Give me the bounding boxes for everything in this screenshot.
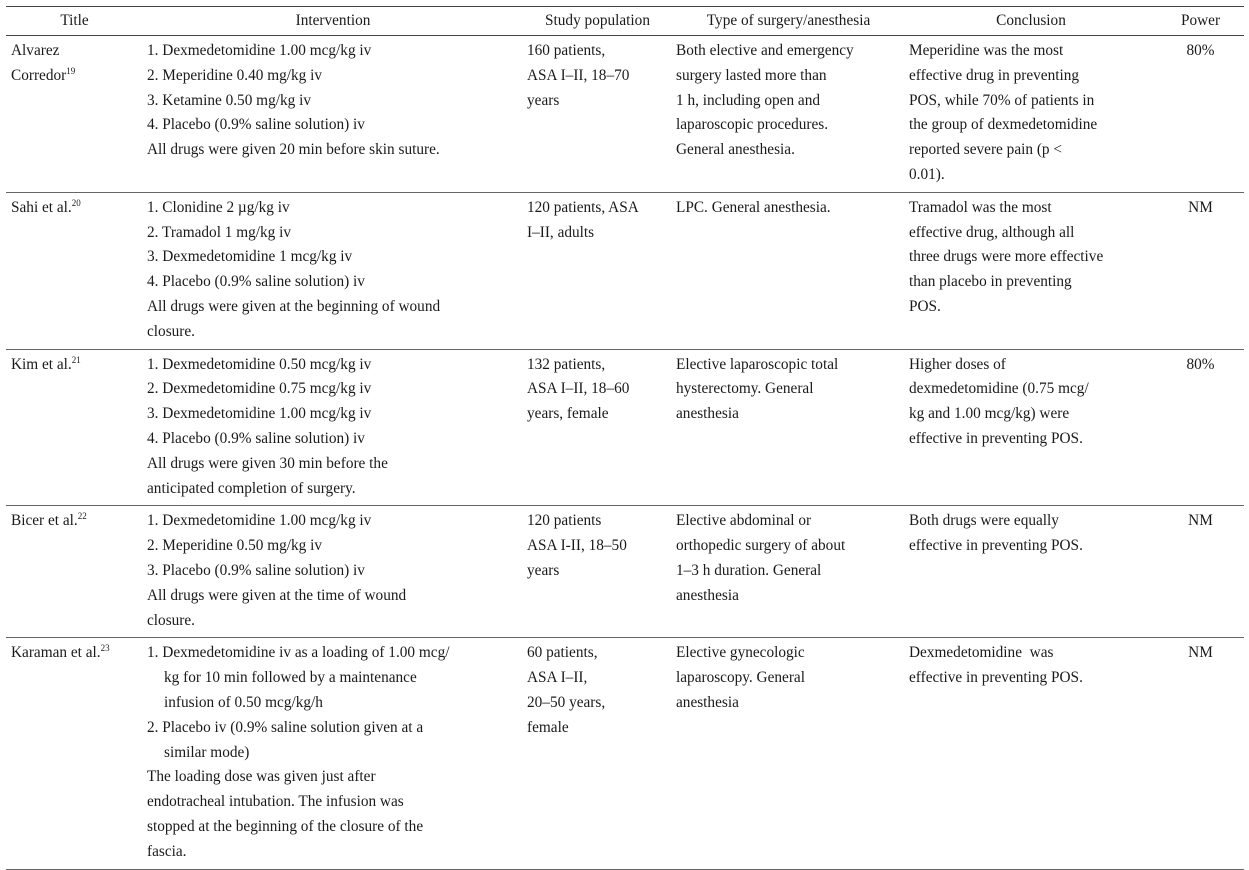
cell-title (6, 349, 143, 506)
title-text: Kim et al. (11, 355, 72, 373)
intervention-line: fascia. (147, 842, 187, 860)
cell-power: 80% (1186, 42, 1215, 59)
title-line (11, 196, 139, 221)
cell-intervention (143, 349, 523, 506)
population-line: 60 patients, (527, 644, 598, 662)
intervention-line: closure. (147, 322, 195, 340)
title-line (11, 64, 139, 89)
cell-study-population (523, 36, 672, 193)
population-line: ASA I–II, 18–60 (527, 380, 630, 398)
intervention-line: All drugs were given 20 min before skin suture. (147, 141, 440, 159)
conclusion-line: effective in preventing POS. (909, 429, 1083, 447)
title-line: Alvarez (11, 42, 60, 59)
title-text: Corredor (11, 66, 67, 84)
intervention-line: 3. Placebo (0.9% saline solution) iv (147, 561, 365, 579)
conclusion-line: dexmedetomidine (0.75 mcg/ (909, 380, 1089, 398)
surgery-line: anesthesia (676, 405, 739, 423)
intervention-line: 2. Dexmedetomidine 0.75 mcg/kg iv (147, 380, 372, 398)
population-line: 160 patients, (527, 42, 606, 59)
reference-number: 22 (77, 511, 87, 522)
title-line (11, 509, 139, 534)
intervention-line: 1. Clonidine 2 µg/kg iv (147, 198, 290, 216)
cell-type-of-surgery (672, 36, 905, 193)
conclusion-line: kg and 1.00 mcg/kg) were (909, 405, 1070, 423)
intervention-line: closure. (147, 611, 195, 629)
table-row (6, 36, 1244, 193)
header-conclusion: Conclusion (996, 12, 1066, 29)
cell-conclusion (905, 349, 1157, 506)
table-row (6, 349, 1244, 506)
cell-power: NM (1188, 198, 1213, 216)
header-intervention: Intervention (295, 12, 371, 29)
surgery-line: Elective abdominal or (676, 512, 812, 530)
cell-intervention (143, 192, 523, 349)
intervention-line: anticipated completion of surgery. (147, 479, 356, 497)
intervention-line: 1. Dexmedetomidine 1.00 mcg/kg iv (147, 512, 372, 530)
intervention-line: The loading dose was given just after (147, 768, 376, 786)
cell-title (6, 36, 143, 193)
cell-conclusion (905, 506, 1157, 638)
intervention-line: 2. Placebo iv (0.9% saline solution given at a (147, 718, 424, 736)
cell-type-of-surgery (672, 506, 905, 638)
conclusion-line: effective in preventing POS. (909, 537, 1083, 555)
intervention-line: endotracheal intubation. The infusion was (147, 793, 404, 811)
intervention-line: 4. Placebo (0.9% saline solution) iv (147, 116, 365, 134)
cell-type-of-surgery (672, 349, 905, 506)
header-type-of-surgery: Type of surgery/anesthesia (706, 12, 871, 29)
header-study-population: Study population (545, 12, 650, 29)
population-line: ASA I–II, (527, 669, 588, 687)
population-line: 132 patients, (527, 355, 606, 373)
surgery-line: anesthesia (676, 693, 739, 711)
cell-power: NM (1188, 512, 1213, 530)
intervention-line: stopped at the beginning of the closure of the (147, 817, 424, 835)
intervention-line: 3. Dexmedetomidine 1.00 mcg/kg iv (147, 405, 372, 423)
intervention-line: similar mode) (164, 743, 250, 761)
conclusion-line: effective drug, although all (909, 223, 1075, 241)
surgery-line: Elective gynecologic (676, 644, 805, 662)
population-line: 20–50 years, (527, 693, 606, 711)
surgery-line: hysterectomy. General (676, 380, 814, 398)
table-row (6, 638, 1244, 869)
surgery-line: orthopedic surgery of about (676, 537, 846, 555)
intervention-line: 3. Ketamine 0.50 mg/kg iv (147, 91, 311, 109)
reference-number: 21 (71, 354, 81, 365)
conclusion-line: POS, while 70% of patients in (909, 91, 1095, 109)
population-line: 120 patients, ASA (527, 198, 639, 216)
studies-table (6, 6, 1244, 870)
population-line: ASA I-II, 18–50 (527, 537, 627, 555)
intervention-line: All drugs were given at the time of wound (147, 586, 407, 604)
intervention-line: 3. Dexmedetomidine 1 mcg/kg iv (147, 248, 353, 266)
header-title: Title (60, 12, 89, 29)
surgery-line: Both elective and emergency (676, 42, 854, 59)
intervention-line: 4. Placebo (0.9% saline solution) iv (147, 429, 365, 447)
conclusion-line: Both drugs were equally (909, 512, 1059, 530)
conclusion-line: than placebo in preventing (909, 273, 1072, 291)
surgery-line: anesthesia (676, 586, 739, 604)
conclusion-line: Meperidine was the most (909, 42, 1064, 59)
conclusion-line: effective drug in preventing (909, 66, 1080, 84)
cell-study-population (523, 506, 672, 638)
cell-conclusion (905, 36, 1157, 193)
surgery-line: surgery lasted more than (676, 66, 827, 84)
reference-number: 20 (71, 197, 81, 208)
title-line (11, 353, 139, 378)
header-power: Power (1180, 12, 1221, 29)
table-header-row (6, 7, 1244, 36)
cell-power: NM (1188, 644, 1213, 662)
surgery-line: laparoscopic procedures. (676, 116, 829, 134)
intervention-line: All drugs were given at the beginning of wound (147, 297, 441, 315)
title-text: Karaman et al. (11, 644, 101, 662)
cell-intervention (143, 36, 523, 193)
conclusion-line: Dexmedetomidine was (909, 644, 1054, 662)
conclusion-line: 0.01). (909, 165, 945, 183)
table-row (6, 192, 1244, 349)
cell-type-of-surgery (672, 638, 905, 869)
conclusion-line: Tramadol was the most (909, 198, 1052, 216)
cell-conclusion (905, 192, 1157, 349)
conclusion-line: Higher doses of (909, 355, 1006, 373)
population-line: years, female (527, 405, 609, 423)
intervention-line: 1. Dexmedetomidine iv as a loading of 1.00 mcg/ (147, 644, 450, 662)
population-line: years (527, 561, 560, 579)
intervention-line: 2. Tramadol 1 mg/kg iv (147, 223, 292, 241)
surgery-line: General anesthesia. (676, 141, 795, 159)
population-line: 120 patients (527, 512, 602, 530)
reference-number: 19 (66, 65, 76, 76)
cell-type-of-surgery (672, 192, 905, 349)
cell-power: 80% (1186, 355, 1215, 373)
conclusion-line: three drugs were more effective (909, 248, 1104, 266)
cell-study-population (523, 638, 672, 869)
surgery-line: 1–3 h duration. General (676, 561, 822, 579)
cell-conclusion (905, 638, 1157, 869)
title-text: Bicer et al. (11, 512, 78, 530)
population-line: ASA I–II, 18–70 (527, 66, 630, 84)
population-line: I–II, adults (527, 223, 595, 241)
intervention-line: 2. Meperidine 0.50 mg/kg iv (147, 537, 323, 555)
surgery-line: LPC. General anesthesia. (676, 198, 831, 216)
table-row (6, 506, 1244, 638)
cell-study-population (523, 349, 672, 506)
cell-intervention (143, 638, 523, 869)
conclusion-line: reported severe pain (p < (909, 141, 1063, 159)
intervention-line: infusion of 0.50 mcg/kg/h (164, 693, 323, 711)
conclusion-line: the group of dexmedetomidine (909, 116, 1098, 134)
cell-title (6, 638, 143, 869)
conclusion-line: effective in preventing POS. (909, 669, 1083, 687)
intervention-line: 4. Placebo (0.9% saline solution) iv (147, 273, 365, 291)
intervention-line: All drugs were given 30 min before the (147, 454, 388, 472)
title-line (11, 641, 139, 666)
population-line: years (527, 91, 560, 109)
cell-intervention (143, 506, 523, 638)
intervention-line: 1. Dexmedetomidine 1.00 mcg/kg iv (147, 42, 372, 59)
reference-number: 23 (100, 643, 110, 654)
cell-title (6, 192, 143, 349)
surgery-line: 1 h, including open and (676, 91, 821, 109)
intervention-line: 1. Dexmedetomidine 0.50 mcg/kg iv (147, 355, 372, 373)
surgery-line: Elective laparoscopic total (676, 355, 839, 373)
cell-study-population (523, 192, 672, 349)
cell-title (6, 506, 143, 638)
surgery-line: laparoscopy. General (676, 669, 805, 687)
conclusion-line: POS. (909, 297, 941, 315)
table-body (6, 36, 1244, 870)
title-text: Sahi et al. (11, 198, 72, 216)
intervention-line: 2. Meperidine 0.40 mg/kg iv (147, 66, 323, 84)
population-line: female (527, 718, 569, 736)
intervention-line: kg for 10 min followed by a maintenance (164, 669, 417, 687)
